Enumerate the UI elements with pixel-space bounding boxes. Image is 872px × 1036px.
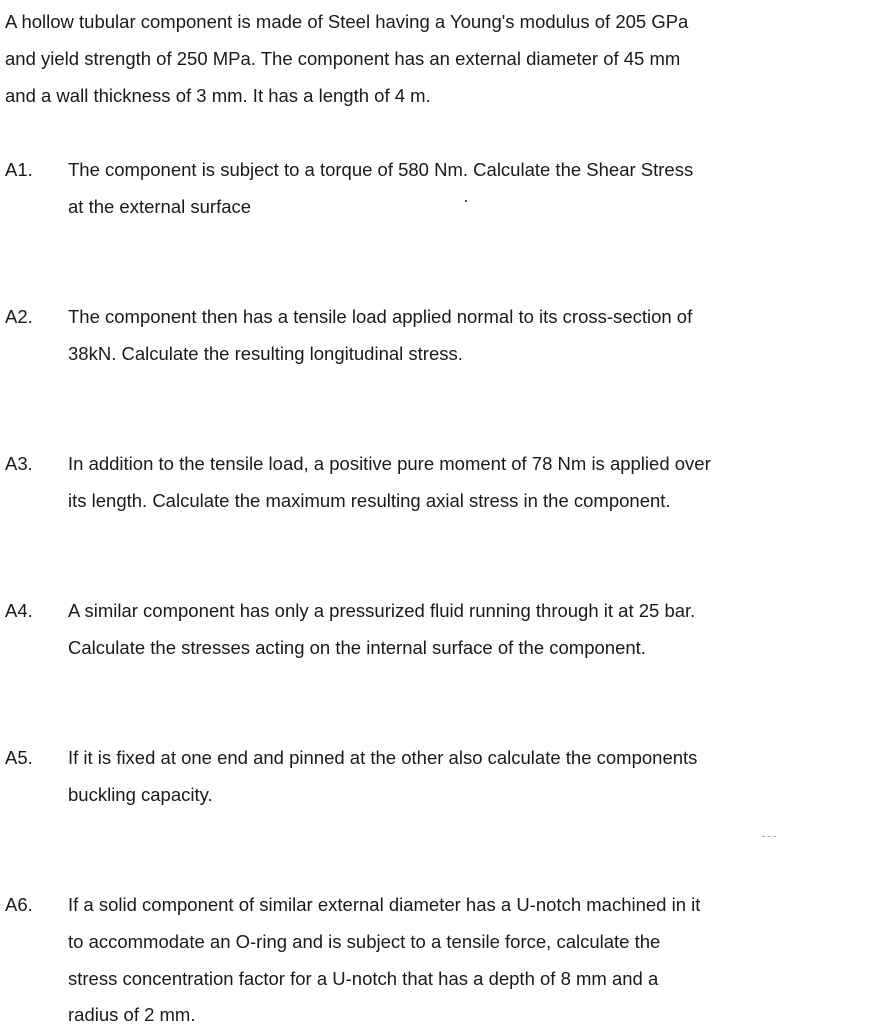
question-a6-line-3: stress concentration factor for a U-notch that has a depth of 8 mm and a [68, 968, 659, 989]
question-a3-line-2: its length. Calculate the maximum resulting axial stress in the component. [68, 490, 671, 511]
question-a2-line-2: 38kN. Calculate the resulting longitudinal stress. [68, 343, 463, 364]
question-a4-line-1: A similar component has only a pressurized fluid running through it at 25 bar. [68, 600, 696, 621]
question-number-a2: A2. [5, 306, 33, 327]
question-a1-line-1: The component is subject to a torque of 580 Nm. Calculate the Shear Stress [68, 159, 694, 180]
question-number-a5: A5. [5, 747, 33, 768]
question-number-a1: A1. [5, 159, 33, 180]
intro-line-1: A hollow tubular component is made of Steel having a Young's modulus of 205 GPa [5, 11, 689, 32]
question-a6-line-2: to accommodate an O-ring and is subject to a tensile force, calculate the [68, 931, 661, 952]
question-a3-line-1: In addition to the tensile load, a positive pure moment of 78 Nm is applied over [68, 453, 711, 474]
question-a5-line-1: If it is fixed at one end and pinned at the other also calculate the components [68, 747, 698, 768]
intro-line-2: and yield strength of 250 MPa. The component has an external diameter of 45 mm [5, 48, 681, 69]
question-a6-line-4: radius of 2 mm. [68, 1004, 196, 1025]
question-a5-line-2: buckling capacity. [68, 784, 213, 805]
question-number-a3: A3. [5, 453, 33, 474]
question-number-a4: A4. [5, 600, 33, 621]
intro-line-3: and a wall thickness of 3 mm. It has a length of 4 m. [5, 85, 431, 106]
question-a4-line-2: Calculate the stresses acting on the internal surface of the component. [68, 637, 646, 658]
stray-dot [465, 200, 467, 202]
question-a6-line-1: If a solid component of similar external diameter has a U-notch machined in it [68, 894, 701, 915]
stray-mark [762, 836, 776, 838]
question-number-a6: A6. [5, 894, 33, 915]
question-a2-line-1: The component then has a tensile load applied normal to its cross-section of [68, 306, 693, 327]
question-a1-line-2: at the external surface [68, 196, 252, 217]
